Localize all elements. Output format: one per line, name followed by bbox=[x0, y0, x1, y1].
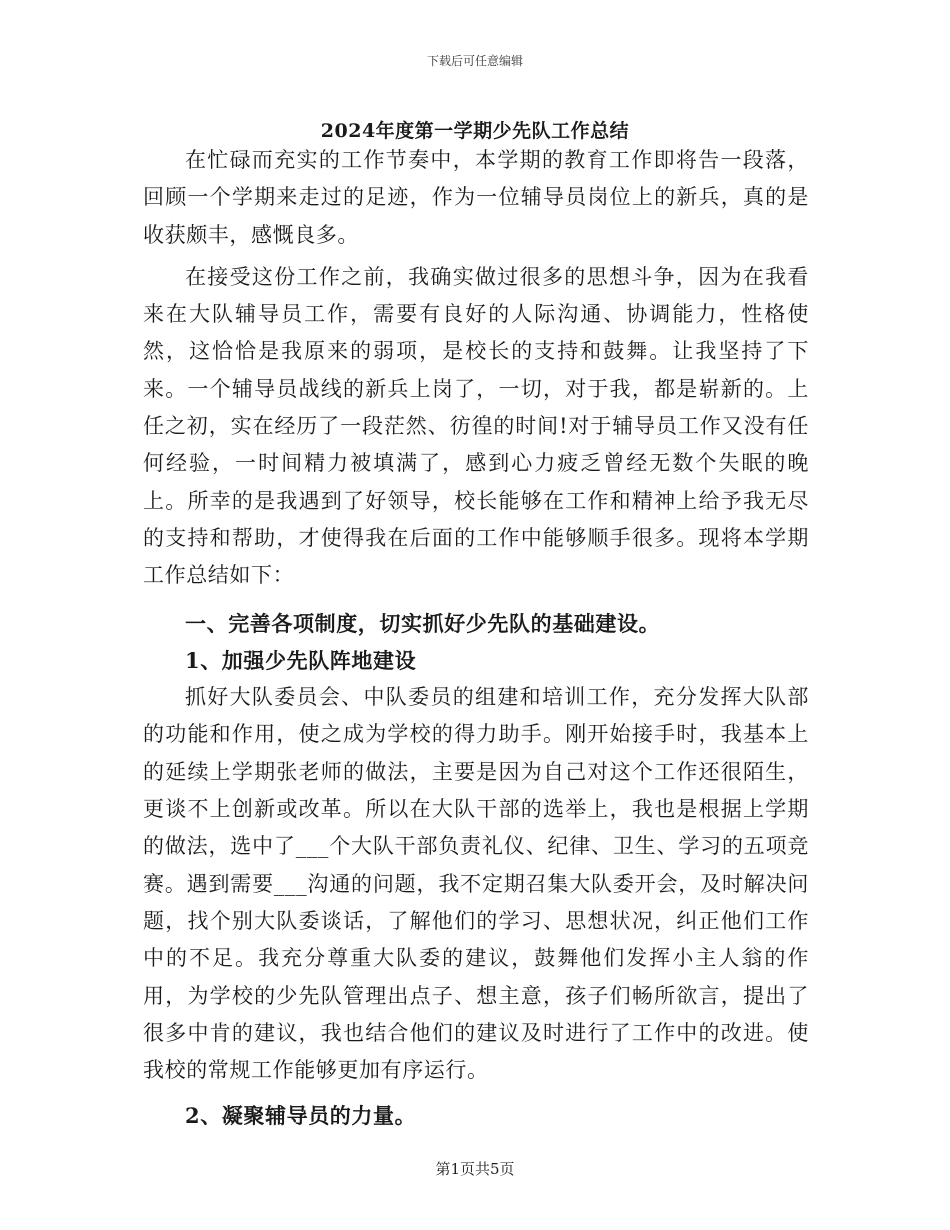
subsection-heading-2: 2、凝聚辅导员的力量。 bbox=[185, 1103, 417, 1129]
paragraph-intro: 在忙碌而充实的工作节奏中，本学期的教育工作即将告一段落，回顾一个学期来走过的足迹，作为一位辅导员岗位上的新兵，真的是收获颇丰，感慨良多。 bbox=[143, 148, 809, 247]
subsection-heading-1: 1、加强少先队阵地建设 bbox=[185, 647, 417, 673]
page-header-note: 下载后可任意编辑 bbox=[426, 54, 523, 68]
section-heading-1: 一、完善各项制度，切实抓好少先队的基础建设。 bbox=[185, 610, 661, 636]
page-footer-number: 第1页共5页 bbox=[435, 1160, 515, 1178]
paragraph-team-building: 抓好大队委员会、中队委员的组建和培训工作，充分发挥大队部的功能和作用，使之成为学校的得力助手。刚开始接手时，我基本上的延续上学期张老师的做法，主要是因为自己对这个工作还很陌生，更谈不上创新或改革。所以在大队干部的选举上，我也是根据上学期的做法，选中了___个大队干部负责礼仪、纪律、卫生、学习的五项竞赛。遇到需要___沟通的问题，我不定期召集大队委开会，及时解决问题，找个别大队委谈话，了解他们的学习、思想状况，纠正他们工作中的不足。我充分尊重大队委的建议，鼓舞他们发挥小主人翁的作用，为学校的少先队管理出点子、想主意，孩子们畅所欲言，提出了很多中肯的建议，我也结合他们的建议及时进行了工作中的改进。使我校的常规工作能够更加有序运行。 bbox=[143, 685, 809, 1083]
document-title: 2024年度第一学期少先队工作总结 bbox=[320, 120, 630, 142]
document-body bbox=[143, 142, 809, 1135]
paragraph-background: 在接受这份工作之前，我确实做过很多的思想斗争，因为在我看来在大队辅导员工作，需要有良好的人际沟通、协调能力，性格使然，这恰恰是我原来的弱项，是校长的支持和鼓舞。让我坚持了下来。一个辅导员战线的新兵上岗了，一切，对于我，都是崭新的。上任之初，实在经历了一段茫然、彷徨的时间!对于辅导员工作又没有任何经验，一时间精力被填满了，感到心力疲乏曾经无数个失眠的晚上。所幸的是我遇到了好领导，校长能够在工作和精神上给予我无尽的支持和帮助，才使得我在后面的工作中能够顺手很多。现将本学期工作总结如下： bbox=[143, 264, 809, 588]
